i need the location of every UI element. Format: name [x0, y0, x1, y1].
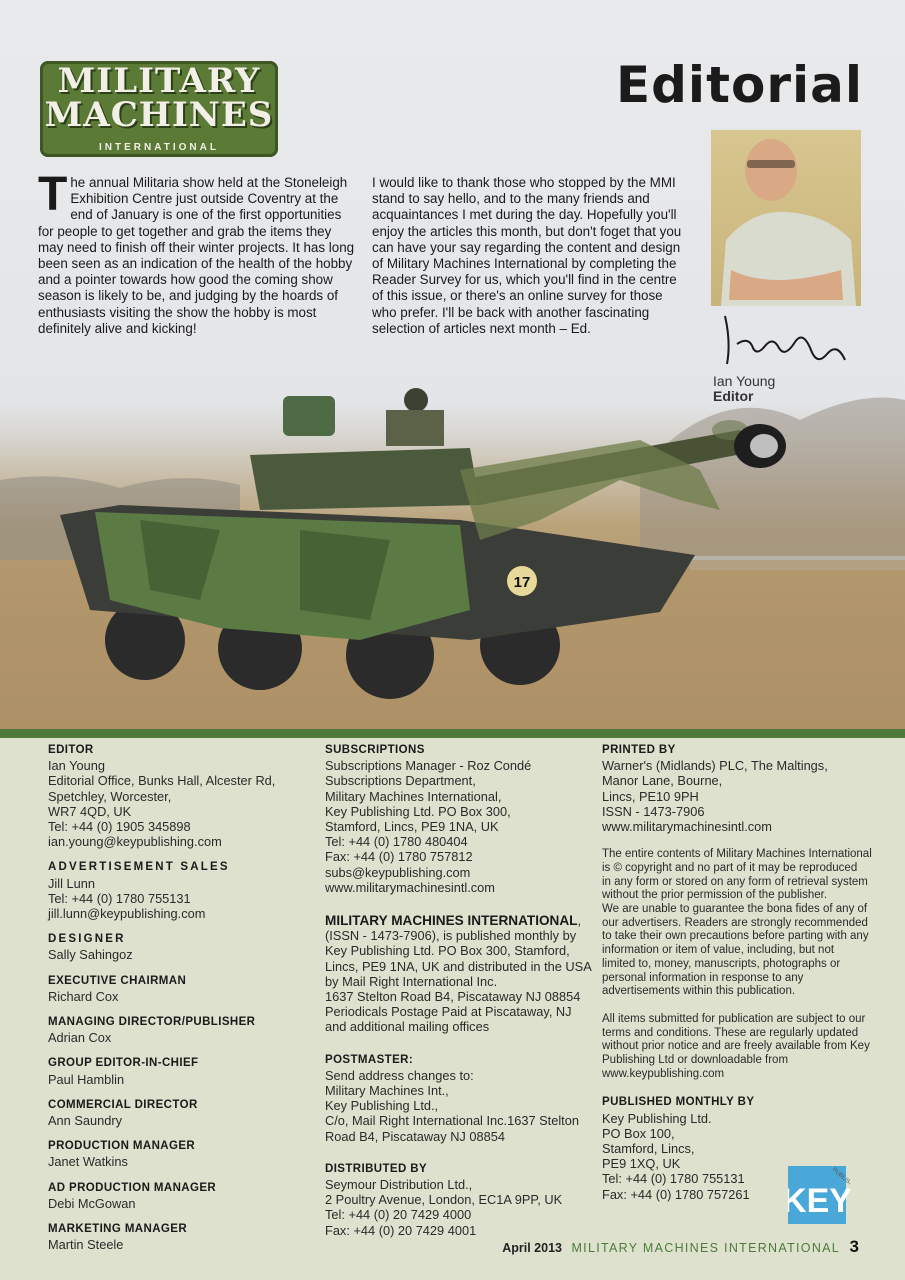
staff-heading: ADVERTISEMENT SALES — [48, 861, 230, 874]
legal-line: We are unable to guarantee the bona fides of any of — [602, 903, 868, 916]
magazine-name: MILITARY MACHINES INTERNATIONAL — [571, 1241, 841, 1255]
published-heading: PUBLISHED MONTHLY BY — [602, 1096, 755, 1109]
vehicle-number: 17 — [513, 574, 531, 591]
staff-column — [48, 743, 308, 1263]
legal-line: without the prior permission of the publisher. — [602, 889, 828, 902]
legal-line: The entire contents of Military Machines International — [602, 848, 872, 861]
staff-heading: MARKETING MANAGER — [48, 1223, 188, 1236]
printed-heading: PRINTED BY — [602, 744, 676, 756]
legal-line: information or item of value, including, but not — [602, 944, 835, 957]
staff-line: Tel: +44 (0) 1780 755131 — [48, 890, 191, 906]
staff-heading: GROUP EDITOR-IN-CHIEF — [48, 1057, 199, 1070]
subs-line: Subscriptions Manager - Roz Condé — [325, 758, 532, 774]
logo-line-2: MACHINES — [44, 95, 274, 135]
legal-line: personal information in response to any — [602, 971, 804, 984]
staff-line: Debi McGowan — [48, 1195, 136, 1211]
mmi-line: and additional mailing offices — [325, 1019, 490, 1035]
key-logo-graphic — [788, 1160, 850, 1226]
subs-email: subs@keypublishing.com — [325, 864, 471, 880]
legal-line: in any form or stored on any form of retrieval system — [602, 875, 868, 888]
staff-heading: COMMERCIAL DIRECTOR — [48, 1098, 198, 1111]
distributed-line: Tel: +44 (0) 20 7429 4000 — [325, 1207, 472, 1223]
postmaster-line: Military Machines Int., — [325, 1083, 449, 1099]
issue-date: April 2013 — [502, 1241, 562, 1255]
staff-line: Ann Saundry — [48, 1113, 122, 1129]
postmaster-line: C/o, Mail Right International Inc.1637 Stelton — [325, 1113, 579, 1129]
published-line: Tel: +44 (0) 1780 755131 — [602, 1171, 745, 1187]
mmi-line: Periodicals Postage Paid at Piscataway, NJ — [325, 1004, 572, 1020]
distributed-line: 2 Poultry Avenue, London, EC1A 9PP, UK — [325, 1192, 563, 1208]
printed-line: Warner's (Midlands) PLC, The Maltings, — [602, 758, 828, 774]
staff-line: Paul Hamblin — [48, 1071, 125, 1087]
staff-line: Martin Steele — [48, 1237, 124, 1253]
signature-scribble — [713, 312, 853, 372]
editor-portrait-illustration — [711, 130, 861, 306]
staff-line: Janet Watkins — [48, 1154, 128, 1170]
staff-line: Editorial Office, Bunks Hall, Alcester Rd, — [48, 773, 276, 789]
subs-line: Fax: +44 (0) 1780 757812 — [325, 849, 473, 865]
legal-line: limited to, money, manuscripts, photographs or — [602, 957, 841, 970]
page-title: Editorial — [615, 56, 863, 114]
editor-signature — [713, 312, 853, 372]
page-footer — [502, 1237, 859, 1257]
subs-website: www.militarymachinesintl.com — [325, 879, 495, 895]
legal-line: All items submitted for publication are subject to our — [602, 1012, 866, 1025]
subs-line: Military Machines International, — [325, 788, 502, 804]
subs-line: Key Publishing Ltd. PO Box 300, — [325, 803, 511, 819]
staff-line: Sally Sahingoz — [48, 947, 133, 963]
subscriptions-column — [325, 743, 592, 1249]
staff-heading: PRODUCTION MANAGER — [48, 1140, 196, 1153]
mmi-line: Lincs, PE9 1NA, UK and distributed in the USA — [325, 958, 592, 974]
staff-heading: DESIGNER — [48, 933, 126, 946]
staff-heading: EXECUTIVE CHAIRMAN — [48, 974, 187, 987]
subs-line: Subscriptions Department, — [325, 773, 476, 789]
staff-heading: EDITOR — [48, 744, 94, 756]
logo-line-3: INTERNATIONAL — [99, 142, 219, 153]
staff-line: Jill Lunn — [48, 875, 95, 891]
published-line: Stamford, Lincs, — [602, 1141, 695, 1157]
subscriptions-heading: SUBSCRIPTIONS — [325, 744, 425, 756]
drop-cap: T — [38, 168, 68, 221]
published-line: Key Publishing Ltd. — [602, 1110, 712, 1126]
published-line: PO Box 100, — [602, 1125, 675, 1141]
sales-email: jill.lunn@keypublishing.com — [48, 906, 206, 922]
legal-line: our advertisers. Readers are strongly recommended — [602, 916, 868, 929]
legal-line: to take their own precautions before parting with any — [602, 930, 869, 943]
staff-line: Richard Cox — [48, 988, 119, 1004]
editor-portrait — [711, 130, 861, 306]
staff-line: Spetchley, Worcester, — [48, 788, 172, 804]
published-line: Fax: +44 (0) 1780 757261 — [602, 1186, 750, 1202]
staff-line: Adrian Cox — [48, 1030, 112, 1046]
staff-heading: MANAGING DIRECTOR/PUBLISHER — [48, 1016, 256, 1029]
logo-line-1: MILITARY — [57, 61, 261, 101]
printed-website: www.militarymachinesintl.com — [602, 819, 772, 835]
published-line: PE9 1XQ, UK — [602, 1156, 681, 1172]
printed-line: ISSN - 1473-7906 — [602, 803, 705, 819]
staff-line: Ian Young — [48, 758, 105, 774]
subs-line: Stamford, Lincs, PE9 1NA, UK — [325, 819, 499, 835]
postmaster-line: Road B4, Piscataway NJ 08854 — [325, 1128, 505, 1144]
page-number: 3 — [849, 1237, 859, 1256]
mmi-comma: , — [577, 913, 582, 929]
mmi-name: MILITARY MACHINES INTERNATIONAL — [325, 913, 578, 929]
editor-name: Ian Young — [713, 373, 776, 389]
mmi-line: 1637 Stelton Road B4, Piscataway NJ 08854 — [325, 989, 581, 1005]
postmaster-line: Key Publishing Ltd., — [325, 1098, 439, 1114]
crew-member — [386, 410, 444, 446]
turret-hatch — [283, 396, 335, 436]
editor-role: Editor — [713, 388, 754, 404]
distributed-line: Seymour Distribution Ltd., — [325, 1177, 473, 1193]
mmi-line: Key Publishing Ltd. PO Box 300, Stamford, — [325, 943, 570, 959]
editorial-text-1: he annual Militaria show held at the Stoneleigh Exhibition Centre just outside Coventry at the end of January is one of the first opportunities for people to get together and grab the items they may need to finish off their winter projects. It has long been seen as an indication of the health of the hobby and a pointer towards how good the coming show season is likely to be, and judging by the hoards of enthusiasts visiting the show the hobby is most definitely alive and kicking! — [38, 175, 355, 336]
staff-heading: AD PRODUCTION MANAGER — [48, 1181, 217, 1194]
printed-line: Lincs, PE10 9PH — [602, 788, 699, 804]
magazine-logo — [40, 61, 278, 157]
legal-line: without prior notice and are freely available from Key — [602, 1040, 870, 1053]
legal-line: advertisements within this publication. — [602, 985, 796, 998]
legal-line: Publishing Ltd or downloadable from — [602, 1054, 789, 1067]
staff-line: Tel: +44 (0) 1905 345898 — [48, 819, 191, 835]
printed-line: Manor Lane, Bourne, — [602, 773, 723, 789]
subs-line: Tel: +44 (0) 1780 480404 — [325, 834, 468, 850]
editor-email: ian.young@keypublishing.com — [48, 834, 222, 850]
mmi-line: (ISSN - 1473-7906), is published monthly by — [325, 928, 577, 944]
legal-website: www.keypublishing.com — [602, 1067, 725, 1080]
editorial-column-2: I would like to thank those who stopped by the MMI stand to say hello, and to the many friends and acquaintances I met during the day. Hopefully you'll enjoy the articles this month, but don't foget that you can have your say regarding the content and design of Military Machines International by completing the Reader Survey for us, which you'll find in the centre of this issue, or there's an online survey for those who prefer. I'll be back with another fascinating selection of articles next month – Ed. — [372, 175, 682, 336]
postmaster-line: Send address changes to: — [325, 1067, 474, 1083]
key-publishing-logo — [788, 1160, 850, 1226]
legal-line: terms and conditions. These are regularly updated — [602, 1026, 859, 1039]
distributed-heading: DISTRIBUTED BY — [325, 1162, 428, 1175]
mmi-line: by Mail Right International Inc. — [325, 973, 498, 989]
key-logo-word: KEY — [788, 1182, 850, 1220]
editorial-column-1 — [38, 168, 356, 337]
staff-line: WR7 4QD, UK — [48, 803, 132, 819]
crew-helmet — [404, 388, 428, 412]
postmaster-heading: POSTMASTER: — [325, 1053, 414, 1066]
distributed-line: Fax: +44 (0) 20 7429 4001 — [325, 1222, 477, 1238]
divider-band — [0, 729, 905, 738]
printer-column — [602, 743, 872, 1213]
tank-turret — [250, 448, 480, 510]
legal-line: is © copyright and no part of it may be reproduced — [602, 861, 858, 874]
